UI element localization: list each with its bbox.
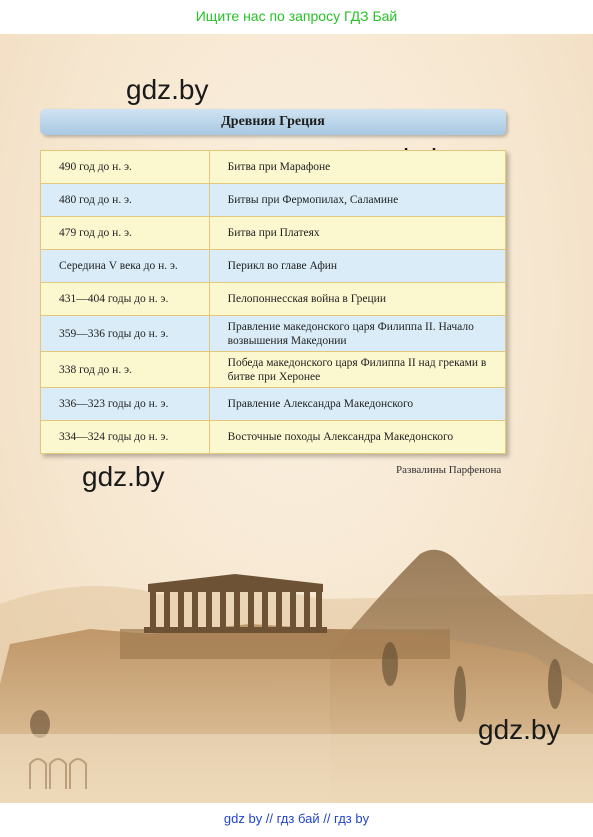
footer-links[interactable]: gdz by // гдз бай // гдз by [223, 811, 370, 826]
table-row [41, 388, 506, 421]
event-cell: Пелопоннесская война в Греции [209, 283, 505, 316]
table-row [41, 421, 506, 454]
date-cell: 490 год до н. э. [41, 151, 210, 184]
table-row [41, 352, 506, 388]
watermark: gdz.by [82, 461, 165, 492]
table-row [41, 283, 506, 316]
top-banner [0, 0, 593, 34]
event-cell: Битва при Платеях [209, 217, 505, 250]
date-cell: 431—404 годы до н. э. [41, 283, 210, 316]
date-cell: 338 год до н. э. [41, 352, 210, 388]
event-cell: Победа македонского царя Филиппа II над греками в битве при Херонее [209, 352, 505, 388]
image-caption: Развалины Парфенона [396, 464, 502, 476]
table-row [41, 184, 506, 217]
table-row [41, 250, 506, 283]
event-cell: Битвы при Фермопилах, Саламине [209, 184, 505, 217]
timeline-table [40, 150, 506, 454]
date-cell: 336—323 годы до н. э. [41, 388, 210, 421]
date-cell: 479 год до н. э. [41, 217, 210, 250]
section-title-bar [40, 109, 506, 135]
date-cell: 480 год до н. э. [41, 184, 210, 217]
date-cell: 334—324 годы до н. э. [41, 421, 210, 454]
event-cell: Восточные походы Александра Македонского [209, 421, 505, 454]
date-cell: 359—336 годы до н. э. [41, 316, 210, 352]
event-cell: Перикл во главе Афин [209, 250, 505, 283]
table-row [41, 217, 506, 250]
watermark: gdz.by [478, 714, 561, 745]
watermark: gdz.by [126, 74, 209, 105]
parthenon-illustration [0, 534, 593, 803]
event-cell: Битва при Марафоне [209, 151, 505, 184]
event-cell: Правление Александра Македонского [209, 388, 505, 421]
table-row [41, 316, 506, 352]
event-cell: Правление македонского царя Филиппа II. Начало возвышения Македонии [209, 316, 505, 352]
footer-bar [0, 803, 593, 837]
promo-text: Ищите нас по запросу ГДЗ Бай [195, 8, 398, 24]
date-cell: Середина V века до н. э. [41, 250, 210, 283]
section-title: Древняя Греция [221, 114, 325, 129]
table-row [41, 151, 506, 184]
textbook-page [0, 34, 593, 803]
